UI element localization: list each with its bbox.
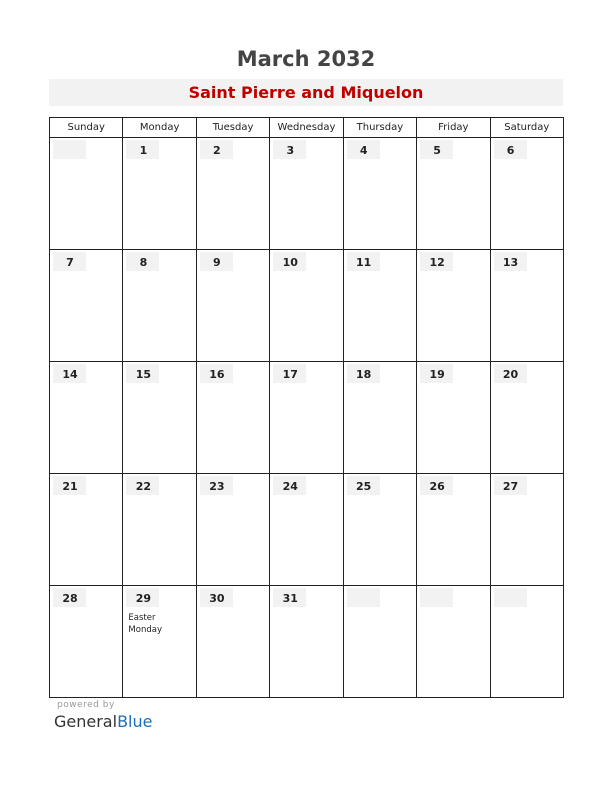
day-cell[interactable] [123,586,196,698]
day-cell[interactable] [343,474,416,586]
day-cell[interactable] [50,362,123,474]
day-number-box [494,588,527,607]
day-number: 11 [356,256,372,269]
day-cell[interactable] [417,138,490,250]
brand-general: General [54,712,118,731]
day-cell[interactable] [50,138,123,250]
day-cell[interactable] [123,250,196,362]
day-number-box [200,252,233,271]
holiday-line: Easter [128,613,156,623]
day-number: 24 [282,480,298,493]
day-number-box [53,140,86,159]
day-number: 15 [135,368,152,381]
day-number-box [420,364,453,383]
day-number-box [200,364,233,383]
day-number: 19 [429,368,445,381]
day-number: 26 [429,480,445,493]
weekday-header: Monday [123,118,196,138]
day-cell[interactable] [196,362,269,474]
weekday-header: Friday [417,118,490,138]
day-number-box [53,252,86,271]
day-number-box [53,364,86,383]
day-number-box [126,364,159,383]
weekday-header: Thursday [343,118,416,138]
weekday-header: Wednesday [270,118,343,138]
day-number-box [126,476,159,495]
day-number-box [273,476,306,495]
day-cell[interactable] [196,586,269,698]
day-number: 22 [135,480,152,493]
day-number-box [347,588,380,607]
day-cell[interactable] [270,474,343,586]
day-cell[interactable] [196,250,269,362]
day-number-box [494,252,527,271]
day-number-box [53,476,86,495]
day-number: 17 [282,368,298,381]
day-number-box [420,476,453,495]
day-cell[interactable] [196,474,269,586]
day-number: 20 [502,368,519,381]
calendar-week-row [50,138,564,250]
day-number-box [200,588,233,607]
day-cell[interactable] [417,362,490,474]
day-number-box [273,364,306,383]
day-cell[interactable] [270,362,343,474]
calendar-body [50,138,564,698]
weekday-header: Tuesday [196,118,269,138]
day-number: 8 [139,256,148,269]
day-cell[interactable] [123,474,196,586]
day-cell[interactable] [270,138,343,250]
day-cell[interactable] [490,362,563,474]
day-cell[interactable] [123,138,196,250]
powered-by-label: powered by [57,700,115,710]
day-cell[interactable] [343,586,416,698]
day-number-box [347,476,380,495]
day-number: 6 [506,144,515,157]
day-cell[interactable] [50,250,123,362]
day-cell[interactable] [417,250,490,362]
day-number-box [200,476,233,495]
day-number: 23 [209,480,225,493]
day-number-box [273,588,306,607]
day-number: 14 [62,368,78,381]
day-number-box [347,140,380,159]
day-number-box [53,588,86,607]
day-number: 30 [209,592,225,605]
region-banner [49,79,563,106]
day-cell[interactable] [123,362,196,474]
day-cell[interactable] [490,474,563,586]
day-cell[interactable] [417,586,490,698]
calendar-title: March 2032 [236,47,376,71]
day-number: 12 [429,256,445,269]
brand-blue: Blue [117,712,153,731]
day-cell[interactable] [50,586,123,698]
calendar-week-row [50,474,564,586]
day-number: 2 [213,144,221,157]
calendar-week-row [50,586,564,698]
day-number-box [420,140,453,159]
calendar-week-row [50,250,564,362]
day-cell[interactable] [343,362,416,474]
day-number: 5 [433,144,441,157]
day-number-box [273,252,306,271]
day-number-box [200,140,233,159]
day-number-box [273,140,306,159]
day-cell[interactable] [343,250,416,362]
holiday-label [128,612,188,636]
day-number-box [420,252,453,271]
day-cell[interactable] [343,138,416,250]
day-number: 31 [282,592,298,605]
holiday-line: Monday [128,625,162,635]
day-number: 7 [66,256,74,269]
day-cell[interactable] [490,138,563,250]
day-cell[interactable] [490,586,563,698]
day-number: 29 [135,592,152,605]
day-number: 27 [502,480,519,493]
weekday-header: Sunday [50,118,123,138]
day-number-box [347,252,380,271]
calendar-week-row [50,362,564,474]
day-number-box [126,140,159,159]
day-cell[interactable] [417,474,490,586]
day-number: 9 [213,256,221,269]
day-number-box [420,588,453,607]
day-number: 21 [62,480,78,493]
day-number-box [494,476,527,495]
day-number-box [126,588,159,607]
day-number: 13 [502,256,519,269]
day-number: 18 [356,368,372,381]
day-number: 28 [62,592,78,605]
day-number: 4 [359,144,368,157]
day-cell[interactable] [270,250,343,362]
day-number-box [347,364,380,383]
day-number: 10 [282,256,298,269]
day-number-box [126,252,159,271]
day-cell[interactable] [50,474,123,586]
day-number: 16 [209,368,225,381]
day-number: 25 [356,480,372,493]
day-number: 3 [286,144,295,157]
day-number-box [494,140,527,159]
weekday-header: Saturday [490,118,563,138]
calendar-grid [49,117,564,698]
region-name: Saint Pierre and Miquelon [188,83,424,102]
day-number: 1 [139,144,148,157]
day-number-box [494,364,527,383]
day-cell[interactable] [196,138,269,250]
day-cell[interactable] [490,250,563,362]
weekday-header-row [50,118,564,138]
day-cell[interactable] [270,586,343,698]
generalblue-logo[interactable] [54,712,152,731]
